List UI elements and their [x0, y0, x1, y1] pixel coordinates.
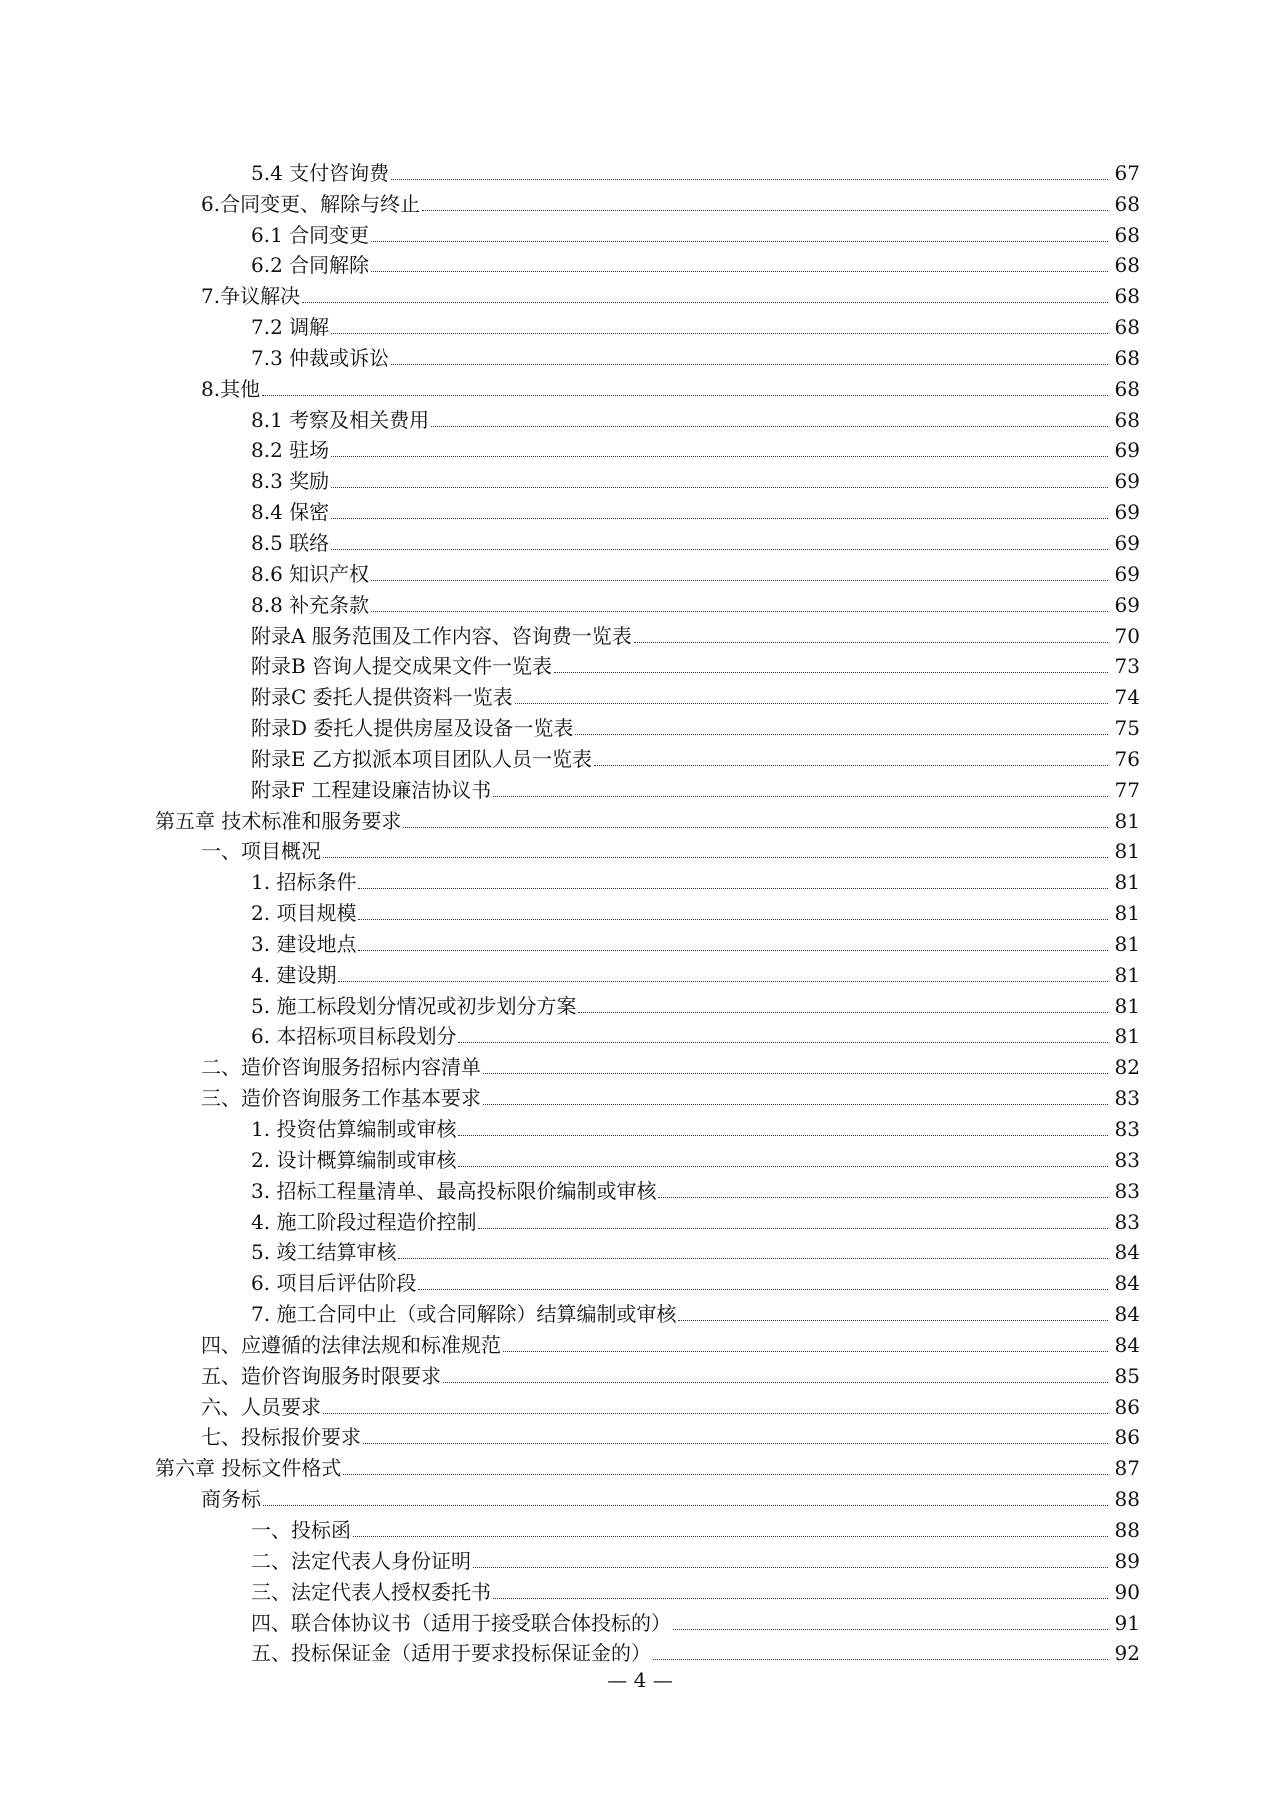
toc-entry-page: 86 — [1114, 1394, 1140, 1419]
dot-leader — [331, 333, 1108, 334]
toc-entry — [155, 247, 1140, 278]
toc-entry-page: 90 — [1114, 1579, 1140, 1604]
toc-entry-title: 7.3 仲裁或诉讼 — [251, 345, 390, 370]
toc-entry — [155, 617, 1140, 648]
toc-entry — [155, 1357, 1140, 1388]
toc-entry — [155, 925, 1140, 956]
dot-leader — [503, 1351, 1108, 1352]
dot-leader — [371, 611, 1108, 612]
toc-entry-title: 7.2 调解 — [251, 315, 330, 340]
toc-entry-title: 7. 施工合同中止（或合同解除）结算编制或审核 — [251, 1302, 677, 1327]
dot-leader — [458, 1135, 1108, 1136]
toc-entry-title: 商务标 — [201, 1487, 261, 1512]
toc-entry-page: 87 — [1114, 1456, 1140, 1481]
dot-leader — [371, 271, 1108, 272]
toc-entry-page: 76 — [1114, 746, 1140, 771]
dot-leader — [493, 1598, 1108, 1599]
toc-entry-page: 84 — [1114, 1240, 1140, 1265]
toc-entry-title: 一、投标函 — [251, 1517, 351, 1542]
toc-entry-title: 四、联合体协议书（适用于接受联合体投标的） — [251, 1610, 671, 1635]
dot-leader — [302, 302, 1108, 303]
toc-entry-title: 6. 项目后评估阶段 — [251, 1271, 417, 1296]
toc-entry — [155, 894, 1140, 925]
toc-entry — [155, 308, 1140, 339]
toc-entry-title: 2. 设计概算编制或审核 — [251, 1147, 457, 1172]
dot-leader — [443, 1382, 1108, 1383]
toc-entry-title: 二、造价咨询服务招标内容清单 — [201, 1055, 481, 1080]
toc-entry-page: 92 — [1114, 1641, 1140, 1666]
dot-leader — [353, 1536, 1108, 1537]
dot-leader — [358, 950, 1108, 951]
toc-entry-page: 68 — [1114, 376, 1140, 401]
dot-leader — [554, 672, 1108, 673]
toc-entry-title: 8.5 联络 — [251, 530, 330, 555]
toc-entry-page: 88 — [1114, 1517, 1140, 1542]
toc-entry-page: 68 — [1114, 191, 1140, 216]
toc-entry-title: 3. 招标工程量清单、最高投标限价编制或审核 — [251, 1178, 657, 1203]
toc-entry-title: 三、造价咨询服务工作基本要求 — [201, 1086, 481, 1111]
toc-entry-page: 81 — [1114, 870, 1140, 895]
toc-entry-title: 1. 招标条件 — [251, 870, 357, 895]
toc-entry-page: 84 — [1114, 1271, 1140, 1296]
dot-leader — [483, 1073, 1108, 1074]
toc-entry-title: 附录D 委托人提供房屋及设备一览表 — [251, 716, 574, 741]
toc-entry-page: 81 — [1114, 901, 1140, 926]
toc-entry-page: 89 — [1114, 1548, 1140, 1573]
toc-entry — [155, 771, 1140, 802]
dot-leader — [473, 1567, 1108, 1568]
dot-leader — [391, 179, 1108, 180]
toc-entry — [155, 1110, 1140, 1141]
dot-leader — [371, 580, 1108, 581]
toc-entry-title: 6.合同变更、解除与终止 — [201, 191, 421, 216]
toc-entry — [155, 1295, 1140, 1326]
toc-entry — [155, 401, 1140, 432]
dot-leader — [493, 796, 1108, 797]
toc-entry-page: 68 — [1114, 315, 1140, 340]
dot-leader — [358, 919, 1108, 920]
toc-entry — [155, 1511, 1140, 1542]
dot-leader — [658, 1197, 1108, 1198]
toc-entry — [155, 370, 1140, 401]
toc-entry — [155, 524, 1140, 555]
toc-entry-title: 二、法定代表人身份证明 — [251, 1548, 471, 1573]
toc-entry-page: 81 — [1114, 962, 1140, 987]
toc-entry-title: 附录C 委托人提供资料一览表 — [251, 685, 513, 710]
toc-entry — [155, 1079, 1140, 1110]
toc-entry — [155, 555, 1140, 586]
dot-leader — [422, 210, 1108, 211]
toc-entry-page: 83 — [1114, 1209, 1140, 1234]
toc-entry — [155, 863, 1140, 894]
dot-leader — [673, 1629, 1108, 1630]
toc-entry-page: 70 — [1114, 623, 1140, 648]
dot-leader — [343, 1474, 1108, 1475]
toc-entry-page: 83 — [1114, 1178, 1140, 1203]
toc-entry-page: 69 — [1114, 500, 1140, 525]
toc-entry-title: 附录E 乙方拟派本项目团队人员一览表 — [251, 746, 592, 771]
toc-entry-page: 68 — [1114, 407, 1140, 432]
dot-leader — [431, 426, 1108, 427]
toc-entry-page: 68 — [1114, 253, 1140, 278]
dot-leader — [391, 364, 1108, 365]
dot-leader — [263, 1505, 1108, 1506]
dot-leader — [323, 1413, 1108, 1414]
toc-entry-page: 77 — [1114, 777, 1140, 802]
toc-entry-page: 69 — [1114, 561, 1140, 586]
dot-leader — [653, 1659, 1108, 1660]
toc-entry-title: 4. 建设期 — [251, 962, 337, 987]
dot-leader — [575, 734, 1108, 735]
toc-entry — [155, 1234, 1140, 1265]
toc-entry-page: 81 — [1114, 1024, 1140, 1049]
toc-entry-title: 2. 项目规模 — [251, 901, 357, 926]
toc-entry-title: 七、投标报价要求 — [201, 1425, 361, 1450]
toc-entry-page: 67 — [1114, 160, 1140, 185]
toc-entry-page: 83 — [1114, 1086, 1140, 1111]
dot-leader — [338, 981, 1108, 982]
toc-entry — [155, 833, 1140, 864]
toc-entry-page: 81 — [1114, 993, 1140, 1018]
toc-entry-page: 74 — [1114, 685, 1140, 710]
dot-leader — [331, 487, 1108, 488]
toc-entry-page: 69 — [1114, 530, 1140, 555]
dot-leader — [323, 857, 1108, 858]
toc-entry-title: 三、法定代表人授权委托书 — [251, 1579, 491, 1604]
toc-entry-page: 85 — [1114, 1363, 1140, 1388]
dot-leader — [371, 241, 1108, 242]
toc-entry — [155, 678, 1140, 709]
dot-leader — [478, 1228, 1108, 1229]
toc-entry — [155, 1203, 1140, 1234]
toc-entry — [155, 216, 1140, 247]
toc-entry — [155, 493, 1140, 524]
toc-entry-page: 68 — [1114, 345, 1140, 370]
dot-leader — [418, 1289, 1108, 1290]
toc-entry-title: 五、投标保证金（适用于要求投标保证金的） — [251, 1641, 651, 1666]
toc-entry-title: 附录B 咨询人提交成果文件一览表 — [251, 654, 553, 679]
toc-entry — [155, 154, 1140, 185]
toc-entry-page: 83 — [1114, 1147, 1140, 1172]
page-number: — 4 — — [607, 1668, 673, 1692]
toc-entry-title: 8.8 补充条款 — [251, 592, 370, 617]
dot-leader — [331, 456, 1108, 457]
toc-entry — [155, 586, 1140, 617]
toc-entry-title: 7.争议解决 — [201, 284, 301, 309]
toc-entry-title: 4. 施工阶段过程造价控制 — [251, 1209, 477, 1234]
toc-entry-page: 88 — [1114, 1487, 1140, 1512]
toc-entry — [155, 1419, 1140, 1450]
toc-entry-title: 第六章 投标文件格式 — [155, 1456, 342, 1481]
toc-entry-title: 8.3 奖励 — [251, 469, 330, 494]
toc-entry-title: 8.4 保密 — [251, 500, 330, 525]
toc-entry-page: 81 — [1114, 808, 1140, 833]
toc-entry-title: 3. 建设地点 — [251, 931, 357, 956]
toc-entry — [155, 1388, 1140, 1419]
dot-leader — [483, 1104, 1108, 1105]
toc-entry-page: 84 — [1114, 1302, 1140, 1327]
dot-leader — [634, 642, 1108, 643]
toc-entry — [155, 277, 1140, 308]
toc-entry-page: 81 — [1114, 931, 1140, 956]
toc-entry-page: 83 — [1114, 1117, 1140, 1141]
toc-entry-title: 5. 施工标段划分情况或初步划分方案 — [251, 993, 577, 1018]
toc-entry — [155, 956, 1140, 987]
dot-leader — [458, 1042, 1108, 1043]
toc-entry — [155, 1264, 1140, 1295]
dot-leader — [398, 1258, 1108, 1259]
dot-leader — [331, 518, 1108, 519]
toc-entry-title: 附录F 工程建设廉洁协议书 — [251, 777, 492, 802]
toc-entry — [155, 802, 1140, 833]
toc-entry-page: 81 — [1114, 839, 1140, 864]
toc-entry-title: 五、造价咨询服务时限要求 — [201, 1363, 441, 1388]
toc-entry-title: 四、应遵循的法律法规和标准规范 — [201, 1332, 501, 1357]
toc-entry — [155, 1480, 1140, 1511]
dot-leader — [594, 765, 1108, 766]
toc-entry-title: 6. 本招标项目标段划分 — [251, 1024, 457, 1049]
toc-entry-title: 1. 投资估算编制或审核 — [251, 1117, 457, 1141]
toc-entry-title: 一、项目概况 — [201, 839, 321, 864]
dot-leader — [458, 1166, 1108, 1167]
toc-entry-page: 68 — [1114, 284, 1140, 309]
toc-entry-title: 附录A 服务范围及工作内容、咨询费一览表 — [251, 623, 632, 648]
table-of-contents — [155, 154, 1140, 1665]
dot-leader — [358, 888, 1108, 889]
dot-leader — [262, 395, 1108, 396]
toc-entry-title: 第五章 技术标准和服务要求 — [155, 808, 402, 833]
toc-entry-title: 8.其他 — [201, 376, 261, 401]
dot-leader — [403, 827, 1108, 828]
dot-leader — [363, 1443, 1108, 1444]
toc-entry — [155, 1573, 1140, 1604]
toc-entry — [155, 185, 1140, 216]
toc-entry-page: 75 — [1114, 716, 1140, 741]
toc-entry-title: 8.2 驻场 — [251, 438, 330, 463]
toc-entry-title: 5. 竣工结算审核 — [251, 1240, 397, 1265]
toc-entry-page: 69 — [1114, 469, 1140, 494]
toc-entry-title: 6.1 合同变更 — [251, 222, 370, 247]
toc-entry — [155, 740, 1140, 771]
toc-entry — [155, 339, 1140, 370]
toc-entry-title: 8.1 考察及相关费用 — [251, 407, 430, 432]
toc-entry-page: 84 — [1114, 1332, 1140, 1357]
dot-leader — [678, 1320, 1108, 1321]
toc-entry — [155, 709, 1140, 740]
toc-entry — [155, 1635, 1140, 1666]
toc-entry-title: 六、人员要求 — [201, 1394, 321, 1419]
dot-leader — [331, 549, 1108, 550]
toc-entry — [155, 1048, 1140, 1079]
toc-entry-page: 82 — [1114, 1055, 1140, 1080]
dot-leader — [515, 703, 1108, 704]
toc-entry-title: 5.4 支付咨询费 — [251, 160, 390, 185]
toc-entry-page: 73 — [1114, 654, 1140, 679]
toc-entry — [155, 1542, 1140, 1573]
toc-entry-page: 86 — [1114, 1425, 1140, 1450]
toc-entry — [155, 1141, 1140, 1172]
toc-entry-page: 68 — [1114, 222, 1140, 247]
toc-entry-title: 6.2 合同解除 — [251, 253, 370, 278]
toc-entry — [155, 1604, 1140, 1635]
toc-entry-page: 91 — [1114, 1610, 1140, 1635]
toc-entry — [155, 432, 1140, 463]
toc-entry-page: 69 — [1114, 438, 1140, 463]
dot-leader — [578, 1012, 1108, 1013]
toc-entry — [155, 648, 1140, 679]
toc-entry — [155, 1172, 1140, 1203]
toc-entry-title: 8.6 知识产权 — [251, 561, 370, 586]
toc-entry-page: 69 — [1114, 592, 1140, 617]
toc-entry — [155, 1449, 1140, 1480]
toc-entry — [155, 987, 1140, 1018]
toc-entry — [155, 1326, 1140, 1357]
toc-entry — [155, 462, 1140, 493]
toc-entry — [155, 1018, 1140, 1049]
